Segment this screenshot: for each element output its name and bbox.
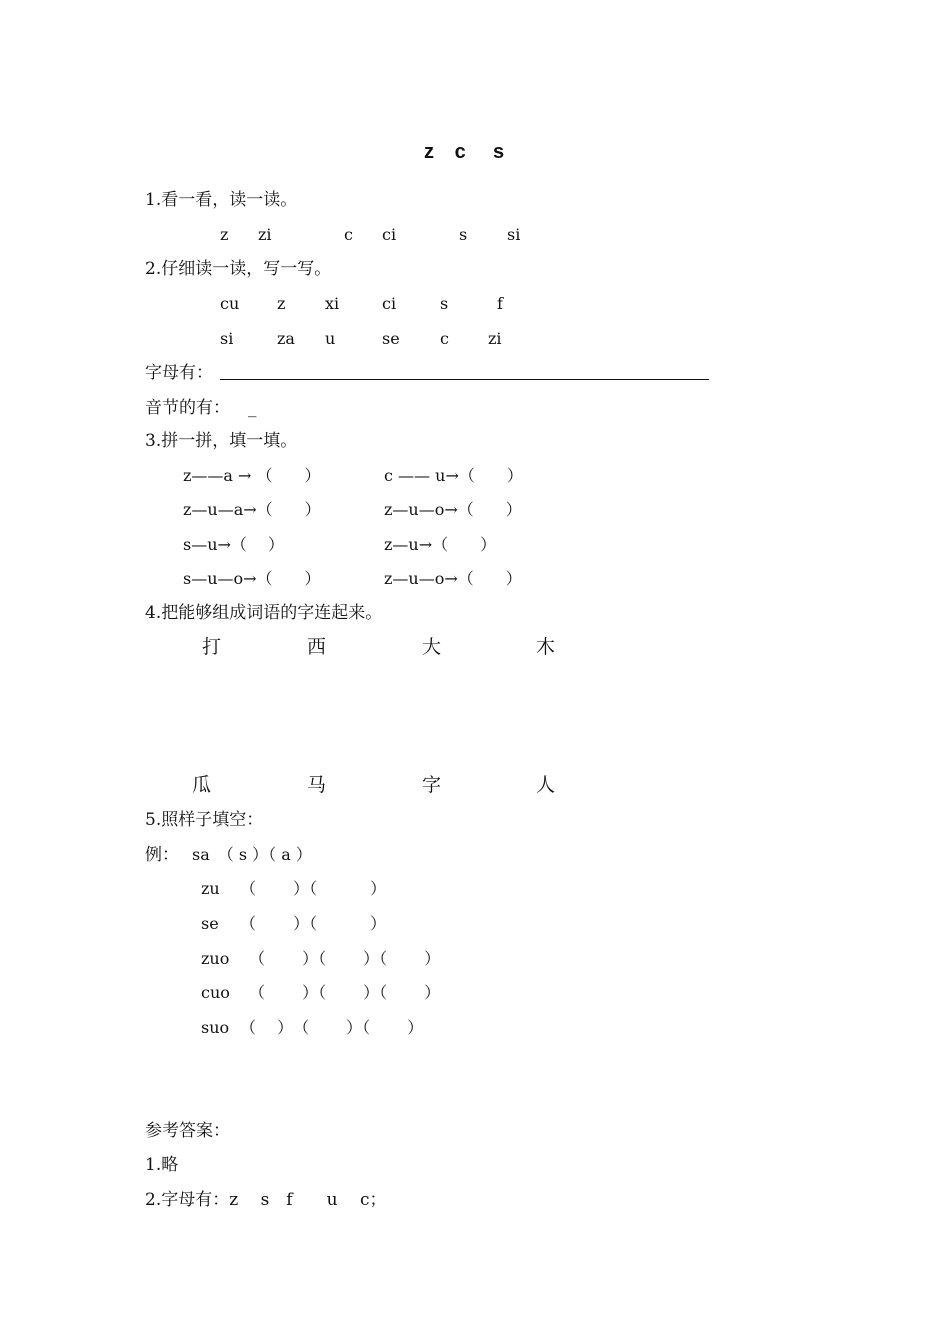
question-3-heading: 3.拼一拼，填一填。 [145,431,298,451]
q4-bottom-char[interactable]: 马 [307,774,327,796]
q1-item: c [344,225,353,244]
q3-left-item: s—u→（ ） [183,535,285,554]
q1-item: s [459,225,468,244]
q2-item: si [220,329,234,348]
q5-syllable: cuo [201,983,230,1002]
q4-top-char[interactable]: 木 [536,636,556,658]
q3-right-item: z—u→（ ） [384,535,497,554]
question-4-heading: 4.把能够组成词语的字连起来。 [145,603,383,623]
q5-blanks[interactable]: （ ）（ ）（ ） [249,949,441,968]
answers-heading: 参考答案： [145,1121,230,1141]
q2-item: z [277,294,286,313]
q2-item: u [325,329,336,348]
letters-answer-line[interactable] [220,379,709,380]
answer-2: 2.字母有：z s f u c； [145,1190,387,1210]
q5-syllable: zu [201,879,220,898]
example-row: sa （ s ）（ a ） [192,845,312,864]
q1-item: si [507,225,521,244]
q3-right-item: c —— u→（ ） [384,466,523,485]
q2-item: c [440,329,449,348]
q2-item: cu [220,294,240,313]
question-5-heading: 5.照样子填空： [145,810,264,830]
q4-bottom-char[interactable]: 瓜 [192,774,212,796]
q1-item: z [220,225,229,244]
q2-item: za [277,329,295,348]
q2-item: s [440,294,449,313]
q5-syllable: zuo [201,949,230,968]
q4-top-char[interactable]: 西 [307,636,327,658]
q4-bottom-char[interactable]: 人 [536,774,556,796]
q3-right-item: z—u—o→（ ） [384,500,522,519]
page-title: z c s [424,141,506,163]
q3-left-item: s—u—o→（ ） [183,569,321,588]
q5-syllable: suo [201,1018,230,1037]
q5-blanks[interactable]: （ ） （ ）（ ） [240,1018,424,1037]
q2-item: xi [325,294,340,313]
q3-left-item: z—u—a→（ ） [183,500,321,519]
q2-item: zi [488,329,502,348]
q1-item: ci [382,225,397,244]
q5-blanks[interactable]: （ ）（ ） [240,879,387,898]
q3-right-item: z—u—o→（ ） [384,569,522,588]
q3-left-item: z——a → （ ） [183,466,321,485]
question-2-heading: 2.仔细读一读，写一写。 [145,259,332,279]
q2-item: se [382,329,400,348]
syllables-label: 音节的有： [145,398,230,418]
q4-top-char[interactable]: 打 [202,636,222,658]
q2-item: ci [382,294,397,313]
q5-blanks[interactable]: （ ）（ ）（ ） [249,983,441,1002]
q5-syllable: se [201,914,219,933]
q1-item: zi [258,225,272,244]
q4-bottom-char[interactable]: 字 [422,774,442,796]
example-label: 例： [145,845,179,865]
letters-label: 字母有： [145,363,213,383]
q2-item: f [497,294,503,313]
syllables-answer-blank[interactable]: _ [248,398,257,418]
question-1-heading: 1.看一看，读一读。 [145,190,298,210]
q4-top-char[interactable]: 大 [422,636,442,658]
answer-1: 1.略 [145,1155,179,1175]
q5-blanks[interactable]: （ ）（ ） [240,914,387,933]
